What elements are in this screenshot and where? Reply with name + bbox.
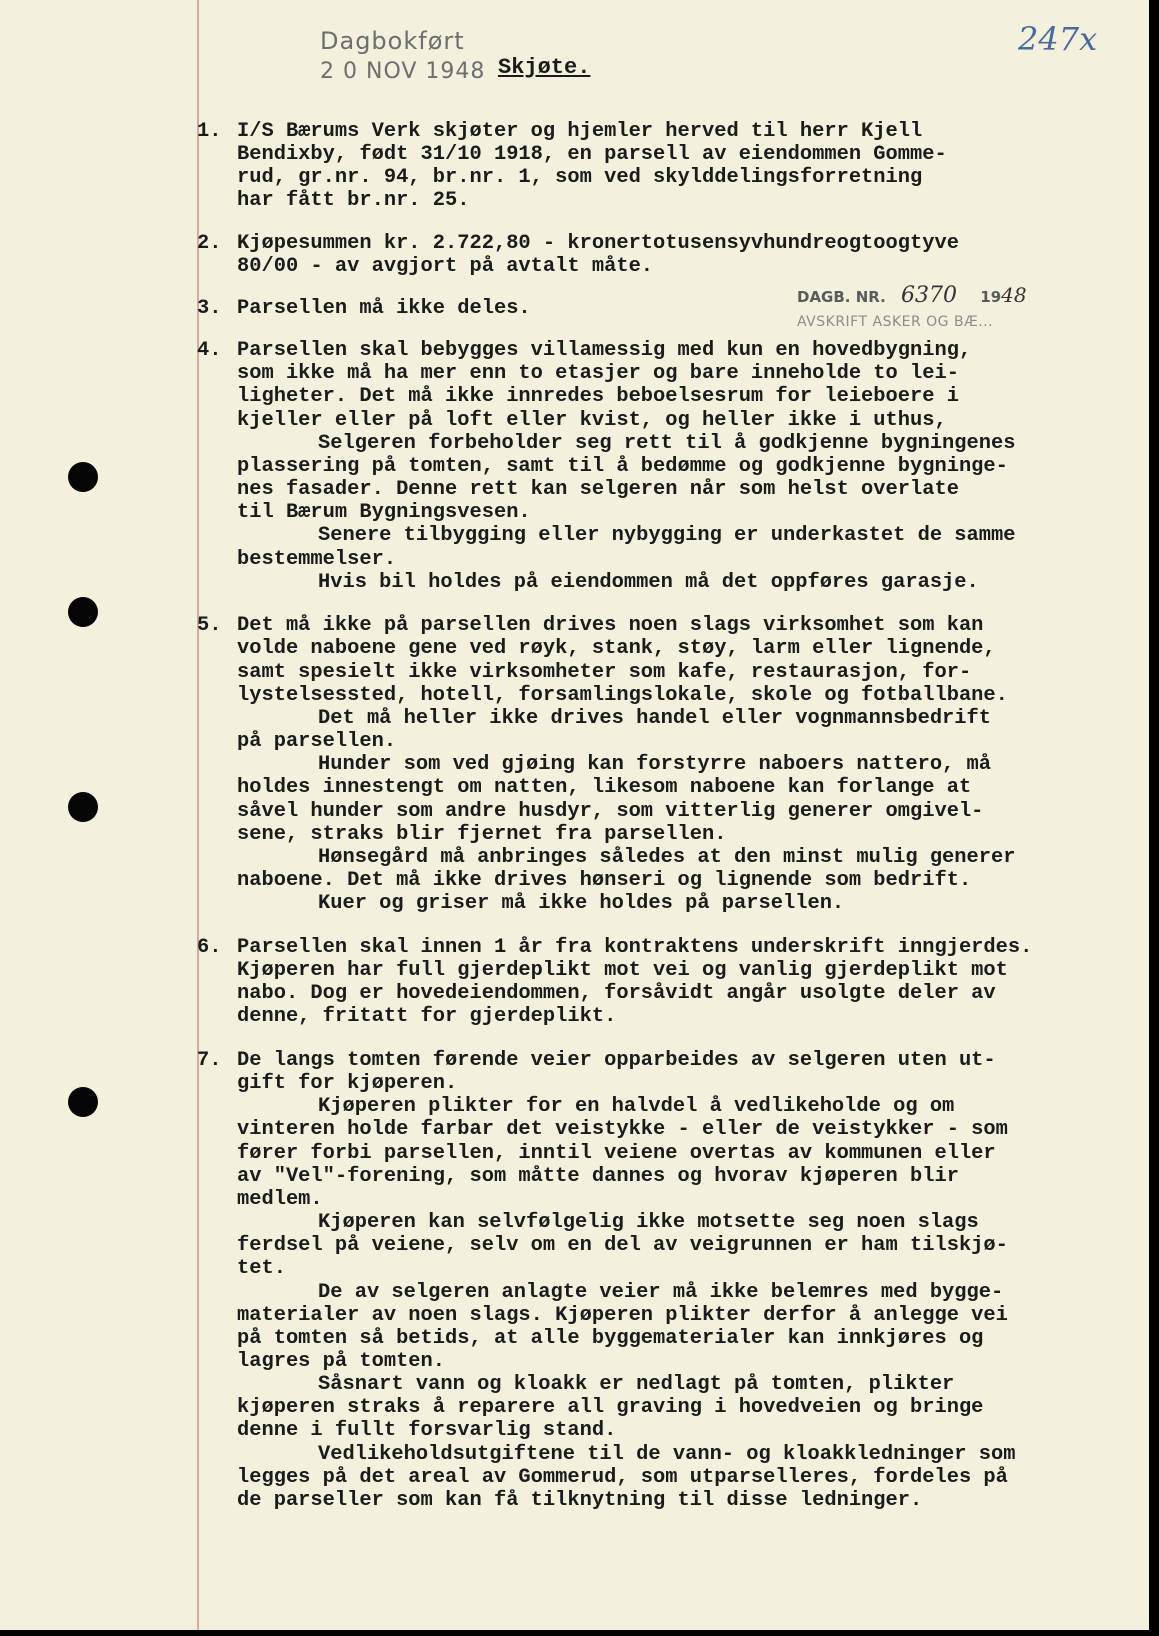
clause-line xyxy=(197,1350,1127,1373)
registration-prefix: DAGB. NR. xyxy=(797,288,886,306)
clause-line xyxy=(197,1257,1127,1280)
clause-text: på tomten så betids, at alle byggematerialer kan innkjøres og xyxy=(237,1326,984,1350)
clause-line xyxy=(197,1142,1127,1165)
clause-line xyxy=(197,1327,1127,1350)
clause-line xyxy=(197,800,1127,823)
document-body xyxy=(197,120,1127,1533)
clause-text: Det må ikke på parsellen drives noen slags virksomhet som kan xyxy=(237,614,984,638)
punch-hole xyxy=(68,1087,98,1117)
clause-text: volde naboene gene ved røyk, stank, støy, larm eller lignende, xyxy=(237,637,996,661)
clause-text: samt spesielt ikke virksomheter som kafe, restaurasjon, for- xyxy=(237,660,972,684)
clause-line xyxy=(197,385,1127,408)
clause-line xyxy=(197,1211,1127,1234)
clause-text: lagres på tomten. xyxy=(237,1350,446,1373)
clause-line xyxy=(197,823,1127,846)
clause-line xyxy=(197,524,1127,547)
clause-text: rud, gr.nr. 94, br.nr. 1, som ved skylddelingsforretning xyxy=(237,166,923,190)
registration-number: 6370 xyxy=(901,283,958,308)
clause-line xyxy=(197,143,1127,166)
clause-line xyxy=(197,297,1127,320)
clause-text: Hvis bil holdes på eiendommen må det oppføres garasje. xyxy=(318,570,979,594)
clause-number: 1. xyxy=(197,120,222,143)
clause-number: 3. xyxy=(197,296,222,320)
clause-4 xyxy=(197,339,1127,594)
clause-text: holdes innestengt om natten, likesom naboene kan forlange at xyxy=(237,776,972,800)
clause-text: naboene. Det må ikke drives hønseri og lignende som bedrift. xyxy=(237,869,972,893)
clause-text: som ikke må ha mer enn to etasjer og bare inneholde to lei- xyxy=(237,362,959,386)
clause-line xyxy=(197,707,1127,730)
clause-7 xyxy=(197,1049,1127,1512)
clause-line xyxy=(197,1373,1127,1396)
clause-line xyxy=(197,684,1127,707)
clause-line xyxy=(197,1188,1127,1211)
clause-number: 7. xyxy=(197,1048,222,1072)
clause-line xyxy=(197,982,1127,1005)
clause-1 xyxy=(197,120,1127,213)
clause-text: Kjøperen har full gjerdeplikt mot vei og vanlig gjerdeplikt mot xyxy=(237,959,1008,982)
clause-line xyxy=(197,455,1127,478)
clause-line xyxy=(197,501,1127,524)
clause-text: Parsellen skal bebygges villamessig med kun en hovedbygning, xyxy=(237,339,972,363)
clause-line xyxy=(197,571,1127,594)
clause-text: lystelsessted, hotell, forsamlingslokale, skole og fotballbane. xyxy=(237,683,1008,707)
clause-text: Såsnart vann og kloakk er nedlagt på tomten, plikter xyxy=(318,1373,955,1397)
clause-line xyxy=(197,614,1127,637)
clause-5 xyxy=(197,614,1127,915)
clause-line xyxy=(197,1005,1127,1028)
clause-line xyxy=(197,869,1127,892)
folio-mark: x xyxy=(1079,20,1098,58)
clause-line xyxy=(197,936,1127,959)
clause-line xyxy=(197,637,1127,660)
clause-line xyxy=(197,1095,1127,1118)
clause-text: nes fasader. Denne rett kan selgeren når som helst overlate xyxy=(237,478,959,502)
clause-line xyxy=(197,232,1127,255)
clause-line xyxy=(197,1234,1127,1257)
clause-text: Hønsegård må anbringes således at den minst mulig generer xyxy=(318,845,1016,869)
dagbokfort-stamp-label: Dagbokført xyxy=(320,27,465,55)
clause-line xyxy=(197,1489,1127,1512)
clause-text: har fått br.nr. 25. xyxy=(237,189,470,213)
clause-line xyxy=(197,409,1127,432)
clause-text: Kjøperen plikter for en halvdel å vedlikeholde og om xyxy=(318,1095,955,1119)
clause-text: tet. xyxy=(237,1257,286,1281)
clause-text: Kjøpesummen kr. 2.722,80 - kronertotusensyvhundreogtoogtyve xyxy=(237,231,959,255)
clause-line xyxy=(197,1049,1127,1072)
clause-line xyxy=(197,1419,1127,1442)
clause-text: gift for kjøperen. xyxy=(237,1072,458,1096)
clause-line xyxy=(197,1304,1127,1327)
clause-text: nabo. Dog er hovedeiendommen, forsåvidt angår usolgte deler av xyxy=(237,982,996,1006)
clause-text: såvel hunder som andre husdyr, som vitterlig generer omgivel- xyxy=(237,799,984,823)
clause-line xyxy=(197,959,1127,982)
clause-6 xyxy=(197,936,1127,1029)
clause-line xyxy=(197,339,1127,362)
clause-text: kjøperen straks å reparere all graving i hovedveien og bringe xyxy=(237,1396,984,1420)
clause-text: Selgeren forbeholder seg rett til å godkjenne bygningenes xyxy=(318,431,1016,455)
registration-year-suffix: 48 xyxy=(1001,283,1027,307)
clause-text: legges på det areal av Gommerud, som utparselleres, fordeles på xyxy=(237,1465,1008,1489)
clause-text: materialer av noen slags. Kjøperen plikter derfor å anlegge vei xyxy=(237,1303,1008,1327)
document-heading: Skjøte. xyxy=(498,55,591,80)
clause-line xyxy=(197,362,1127,385)
clause-line xyxy=(197,255,1127,278)
clause-line xyxy=(197,1165,1127,1188)
clause-text: av "Vel"-forening, som måtte dannes og hvorav kjøperen blir xyxy=(237,1164,959,1188)
dagbokfort-stamp-date: 2 0 NOV 1948 xyxy=(320,59,486,84)
clause-line xyxy=(197,753,1127,776)
clause-line xyxy=(197,730,1127,753)
clause-number: 4. xyxy=(197,339,222,363)
clause-text: Senere tilbygging eller nybygging er underkastet de samme xyxy=(318,524,1016,548)
clause-line xyxy=(197,189,1127,212)
punch-hole xyxy=(68,597,98,627)
clause-line xyxy=(197,661,1127,684)
clause-line xyxy=(197,1396,1127,1419)
clause-text: De av selgeren anlagte veier må ikke belemres med bygge- xyxy=(318,1280,1004,1304)
clause-text: plassering på tomten, samt til å bedømme og godkjenne bygninge- xyxy=(237,454,1008,478)
registration-office-stamp: AVSKRIFT ASKER OG BÆ... xyxy=(797,314,994,330)
clause-text: I/S Bærums Verk skjøter og hjemler herved til herr Kjell xyxy=(237,120,923,143)
clause-text: ferdsel på veiene, selv om en del av veigrunnen er ham tilskjø- xyxy=(237,1234,1008,1258)
folio-digits: 247 xyxy=(1018,20,1080,58)
clause-number: 2. xyxy=(197,231,222,255)
clause-line xyxy=(197,166,1127,189)
clause-text: Kjøperen kan selvfølgelig ikke motsette seg noen slags xyxy=(318,1211,979,1235)
punch-hole xyxy=(68,462,98,492)
clause-text: de parseller som kan få tilknytning til disse ledninger. xyxy=(237,1488,923,1512)
clause-line xyxy=(197,776,1127,799)
clause-text: Det må heller ikke drives handel eller vognmannsbedrift xyxy=(318,706,992,730)
clause-text: Kuer og griser må ikke holdes på parsellen. xyxy=(318,892,845,916)
clause-text: ligheter. Det må ikke innredes beboelsesrum for leieboere i xyxy=(237,385,959,409)
folio-number xyxy=(1018,20,1097,58)
clause-line xyxy=(197,120,1127,143)
clause-line xyxy=(197,1118,1127,1141)
clause-text: til Bærum Bygningsvesen. xyxy=(237,501,531,525)
clause-text: bestemmelser. xyxy=(237,547,397,571)
clause-text: Bendixby, født 31/10 1918, en parsell av eiendommen Gomme- xyxy=(237,143,947,167)
clause-text: på parsellen. xyxy=(237,730,397,754)
clause-text: denne i fullt forsvarlig stand. xyxy=(237,1419,617,1443)
clause-text: Parsellen må ikke deles. xyxy=(237,296,531,320)
registration-year-prefix: 19 xyxy=(980,288,1002,306)
clause-text: medlem. xyxy=(237,1187,323,1211)
clause-line xyxy=(197,1443,1127,1466)
clause-line xyxy=(197,1281,1127,1304)
clause-line xyxy=(197,548,1127,571)
clause-line xyxy=(197,1466,1127,1489)
clause-text: Hunder som ved gjøing kan forstyrre naboers nattero, må xyxy=(318,753,992,777)
clause-text: denne, fritatt for gjerdeplikt. xyxy=(237,1005,617,1029)
clause-line xyxy=(197,846,1127,869)
clause-text: fører forbi parsellen, inntil veiene overtas av kommunen eller xyxy=(237,1141,996,1165)
clause-line xyxy=(197,478,1127,501)
clause-number: 6. xyxy=(197,935,222,959)
punch-hole xyxy=(68,792,98,822)
clause-text: vinteren holde farbar det veistykke - eller de veistykker - som xyxy=(237,1118,1008,1142)
clause-text: Vedlikeholdsutgiftene til de vann- og kloakkledninger som xyxy=(318,1442,1016,1466)
clause-text: 80/00 - av avgjort på avtalt måte. xyxy=(237,254,654,278)
clause-3 xyxy=(197,297,1127,320)
clause-text: sene, straks blir fjernet fra parsellen. xyxy=(237,822,727,846)
clause-line xyxy=(197,1072,1127,1095)
clause-line xyxy=(197,892,1127,915)
clause-text: kjeller eller på loft eller kvist, og heller ikke i uthus, xyxy=(237,408,947,432)
clause-text: De langs tomten førende veier opparbeides av selgeren uten ut- xyxy=(237,1048,996,1072)
clause-number: 5. xyxy=(197,614,222,638)
clause-line xyxy=(197,432,1127,455)
clause-2 xyxy=(197,232,1127,278)
clause-text: Parsellen skal innen 1 år fra kontraktens underskrift inngjerdes. xyxy=(237,935,1033,959)
